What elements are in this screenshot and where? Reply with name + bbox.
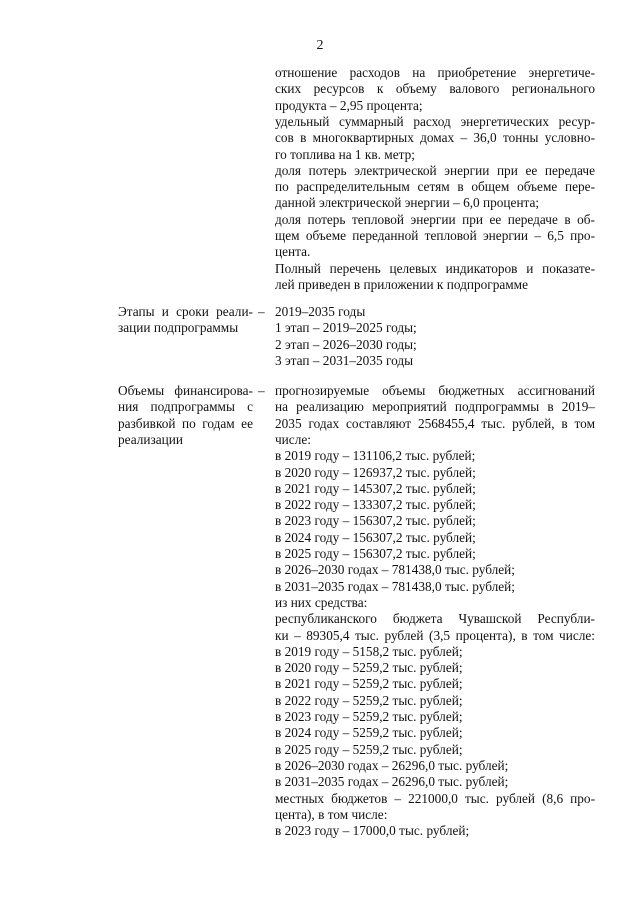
indicator-line: продукта – 2,95 процента; (275, 97, 423, 113)
funding-line: в 2026–2030 годах – 781438,0 тыс. рублей; (275, 562, 515, 578)
indicator-line: лей приведен в приложении к подпрограмме (275, 276, 528, 292)
funding-line: в 2023 году – 5259,2 тыс. рублей; (275, 709, 463, 724)
indicator-line: данной электрической энергии – 6,0 процента; (275, 195, 540, 211)
funding-line: в 2024 году – 156307,2 тыс. рублей; (275, 529, 476, 545)
stages-dash: – (258, 304, 265, 319)
funding-line: 2035 годах составляют 2568455,4 тыс. рублей, в том (275, 415, 595, 431)
funding-line: прогнозируемые объемы бюджетных ассигнований (275, 383, 595, 398)
indicator-line: отношение расходов на приобретение энергетиче- (275, 65, 595, 80)
stage-line: 2019–2035 годы (275, 304, 366, 319)
funding-line: в 2023 году – 156307,2 тыс. рублей; (275, 513, 476, 529)
funding-line: в 2022 году – 133307,2 тыс. рублей; (275, 497, 476, 513)
indicator-line: доля потерь электрической энергии при ее передаче (275, 162, 595, 178)
funding-dash: – (258, 383, 265, 398)
indicator-line: доля потерь тепловой энергии при ее передаче в об- (275, 211, 595, 227)
funding-label-line: реализации (118, 431, 183, 447)
funding-line: числе: (275, 431, 311, 447)
stage-line: 2 этап – 2026–2030 годы; (275, 336, 417, 352)
stage-line: 3 этап – 2031–2035 годы (275, 352, 414, 368)
funding-line: местных бюджетов – 221000,0 тыс. рублей (8,6 про- (275, 790, 595, 806)
indicator-line: го топлива на 1 кв. метр; (275, 146, 415, 162)
page-number: 2 (316, 38, 324, 53)
funding-line: республиканского бюджета Чувашской Республи- (275, 611, 595, 627)
indicator-line: сов в многоквартирных домах – 36,0 тонны условно- (275, 130, 595, 146)
indicator-line: Полный перечень целевых индикаторов и показате- (275, 260, 595, 276)
funding-line: в 2024 году – 5259,2 тыс. рублей; (275, 725, 463, 741)
stage-line: 1 этап – 2019–2025 годы; (275, 320, 417, 336)
funding-line: в 2026–2030 годах – 26296,0 тыс. рублей; (275, 757, 509, 773)
funding-line: в 2022 году – 5259,2 тыс. рублей; (275, 692, 463, 708)
funding-label-line: Объемы финансирова- (118, 383, 253, 398)
funding-line: в 2019 году – 5158,2 тыс. рублей; (275, 643, 463, 659)
funding-label-line: ния подпрограммы с (118, 399, 253, 415)
funding-line: в 2020 году – 5259,2 тыс. рублей; (275, 660, 463, 676)
indicator-line: удельный суммарный расход энергетических ресур- (275, 113, 595, 129)
funding-label-line: разбивкой по годам ее (118, 415, 253, 431)
stages-label-line: Этапы и сроки реали- (118, 304, 253, 319)
indicator-line: ских ресурсов к объему валового регионального (275, 81, 595, 97)
funding-line: в 2021 году – 145307,2 тыс. рублей; (275, 480, 476, 496)
stages-label-line: зации подпрограммы (118, 320, 239, 336)
funding-line: в 2025 году – 156307,2 тыс. рублей; (275, 546, 476, 561)
funding-line: из них средства: (275, 594, 368, 610)
indicator-line: цента. (275, 244, 311, 260)
funding-line: в 2021 году – 5259,2 тыс. рублей; (275, 676, 463, 692)
funding-line: на реализацию мероприятий подпрограммы в 2019– (275, 399, 595, 415)
funding-line: в 2019 году – 131106,2 тыс. рублей; (275, 448, 476, 464)
funding-line: в 2020 году – 126937,2 тыс. рублей; (275, 464, 476, 480)
indicator-line: щем объеме переданной тепловой энергии – 6,5 про- (275, 228, 595, 243)
funding-line: ки – 89305,4 тыс. рублей (3,5 процента), в том числе: (275, 627, 595, 643)
funding-line: в 2023 году – 17000,0 тыс. рублей; (275, 823, 470, 839)
funding-line: в 2031–2035 годах – 781438,0 тыс. рублей; (275, 578, 515, 594)
funding-line: в 2031–2035 годах – 26296,0 тыс. рублей; (275, 774, 509, 790)
funding-line: в 2025 году – 5259,2 тыс. рублей; (275, 741, 463, 757)
funding-line: цента), в том числе: (275, 806, 388, 822)
indicator-line: по распределительным сетям в общем объеме пере- (275, 179, 595, 195)
